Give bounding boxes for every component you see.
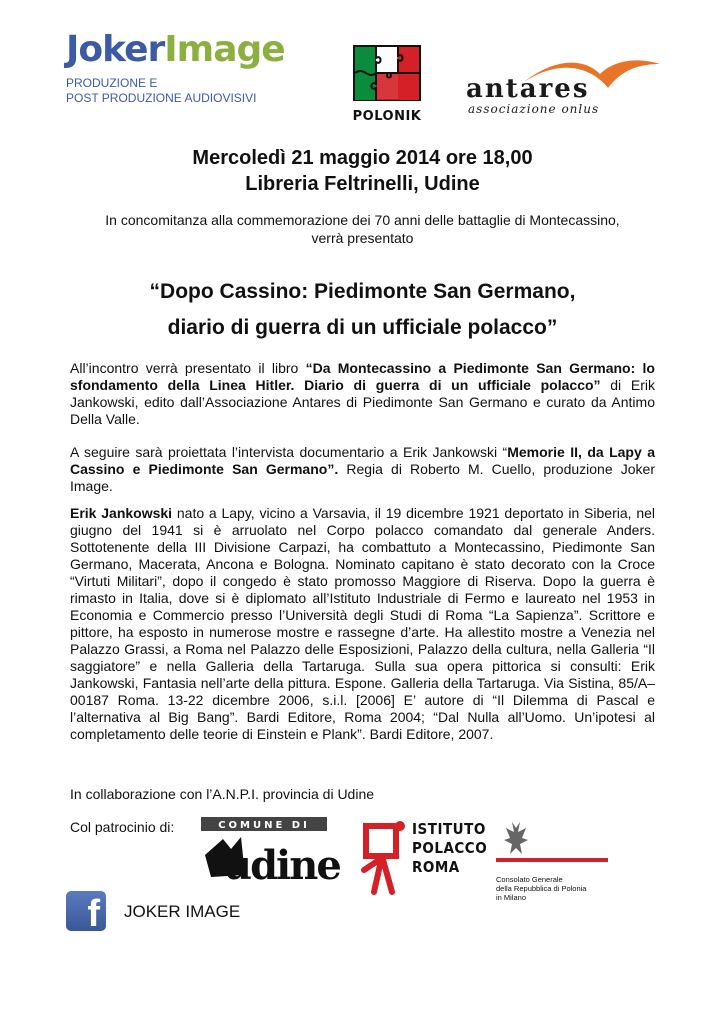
p2-suffix: Regia di Roberto M. Cuello, produzione Joker Image.	[70, 461, 655, 494]
joker-tagline-line1: PRODUZIONE E	[66, 76, 158, 90]
paragraph-documentary	[70, 444, 655, 495]
istituto-polacco-name	[412, 820, 487, 877]
facebook-glyph: f	[87, 893, 100, 935]
joker-image-tagline	[66, 76, 285, 106]
book-title	[40, 274, 685, 346]
comune-top-label: COMUNE DI	[218, 820, 310, 831]
puzzle-flag-icon	[352, 44, 422, 102]
patronage-label: Col patrocinio di:	[70, 819, 175, 835]
joker-image-wordmark	[66, 30, 285, 70]
p1-book-title: “Da Montecassino a Piedimonte San Germano: lo sfondamento della Linea Hitler. Diario di guerra di un ufficiale polacco”	[70, 360, 655, 393]
consolato-line3: in Milano	[496, 893, 527, 902]
p1-prefix: All’incontro verrà presentato il libro	[70, 360, 306, 376]
polish-eagle-icon	[496, 818, 608, 866]
paragraph-collaboration: In collaborazione con l’A.N.P.I. provincia di Udine	[70, 786, 375, 802]
antares-logo	[462, 52, 672, 116]
consolato-generale-logo	[496, 818, 608, 902]
istituto-line3: ROMA	[412, 858, 460, 876]
p3-author-name: Erik Jankowski	[70, 505, 173, 521]
joker-tagline-line2: POST PRODUZIONE AUDIOVISIVI	[66, 91, 257, 105]
event-date: Mercoledì 21 maggio 2014 ore 18,00	[192, 147, 533, 169]
istituto-line1: ISTITUTO	[412, 820, 486, 838]
intro-line1: In concomitanza alla commemorazione dei 70 anni delle battaglie di Montecassino,	[105, 212, 620, 228]
facebook-page-label[interactable]: JOKER IMAGE	[124, 902, 241, 921]
comune-di-udine-logo	[201, 815, 343, 885]
istituto-line2: POLACCO	[412, 839, 488, 857]
p2-prefix: A seguire sarà proiettata l’intervista documentario a Erik Jankowski “	[70, 444, 508, 460]
comune-name: udine	[223, 842, 340, 885]
event-place: Libreria Feltrinelli, Udine	[245, 173, 480, 195]
consolato-line2: della Repubblica di Polonia	[496, 884, 587, 893]
event-intro	[40, 211, 685, 247]
p2-documentary-title: Memorie II, da Lapy a Cassino e Piedimonte San Germano”.	[70, 444, 655, 477]
p3-biography-text: nato a Lapy, vicino a Varsavia, il 19 dicembre 1921 deportato in Siberia, nel giugno del 1941 si è arruolato nel Corpo polacco comandato dal generale Anders. Sottotenente della III Divisione Carpazi, ha combattuto a Montecassino, Piedimonte San Germano, Macerata, Ancona e Bologna. Nominato capitano è stato decorato con la Croce “Virtuti Militari”, dopo il congedo è stato promosso Maggiore di Riserva. Dopo la guerra è rimasto in Italia, dove si è diplomato all’Istituto Industriale di Fermo e laureato nel 1953 in Economia e Commercio presso l’Università degli Studi di Roma “La Sapienza”. Scrittore e pittore, ha esposto in numerose mostre e rassegne d’arte. Ha allestito mostre a Venezia nel Palazzo Grassi, a Roma nel Palazzo delle Esposizioni, Palazzo della cultura, nella Galleria “Il saggiatore” e nella Galleria della Tartaruga. Sulla sua opera pittorica si consulti: Erik Jankowski, Fantasia nell’arte della pittura. Espone. Galleria della Tartaruga. Via Sistina, 85/A– 00187 Roma. 13-22 dicembre 2006, s.i.l. [2006] E’ autore di “Il Dilemma di Pascal e l’alternativa al Big Bang”. Bardi Editore, Roma 2004; “Dal Nulla all’Uomo. Un’ipotesi al completamento delle teorie di Einstein e Plank”. Bardi Editore, 2007.	[70, 505, 655, 742]
book-title-line2: diario di guerra di un ufficiale polacco”	[167, 316, 558, 339]
antares-subtitle: associazione onlus	[468, 102, 600, 116]
paragraph-biography	[70, 505, 655, 743]
consolato-text	[496, 875, 608, 902]
book-title-line1: “Dopo Cassino: Piedimonte San Germano,	[149, 280, 576, 303]
p1-suffix: di Erik Jankowski, edito dall’Associazione Antares di Piedimonte San Germano e curato da Antimo Della Valle.	[70, 377, 655, 427]
joker-wordmark-part1: Joker	[66, 29, 165, 70]
polonik-logo	[342, 44, 432, 124]
running-figure-icon	[360, 820, 410, 896]
polonik-name: POLONIK	[352, 109, 422, 124]
istituto-polacco-logo	[360, 818, 488, 898]
consolato-line1: Consolato Generale	[496, 875, 563, 884]
comune-udine-mark	[201, 815, 343, 885]
antares-name: antares	[466, 74, 590, 104]
joker-image-logo	[66, 30, 285, 106]
paragraph-book	[70, 360, 655, 428]
intro-line2: verrà presentato	[311, 230, 414, 246]
facebook-icon[interactable]	[66, 891, 106, 935]
joker-wordmark-part2: Image	[164, 29, 285, 70]
